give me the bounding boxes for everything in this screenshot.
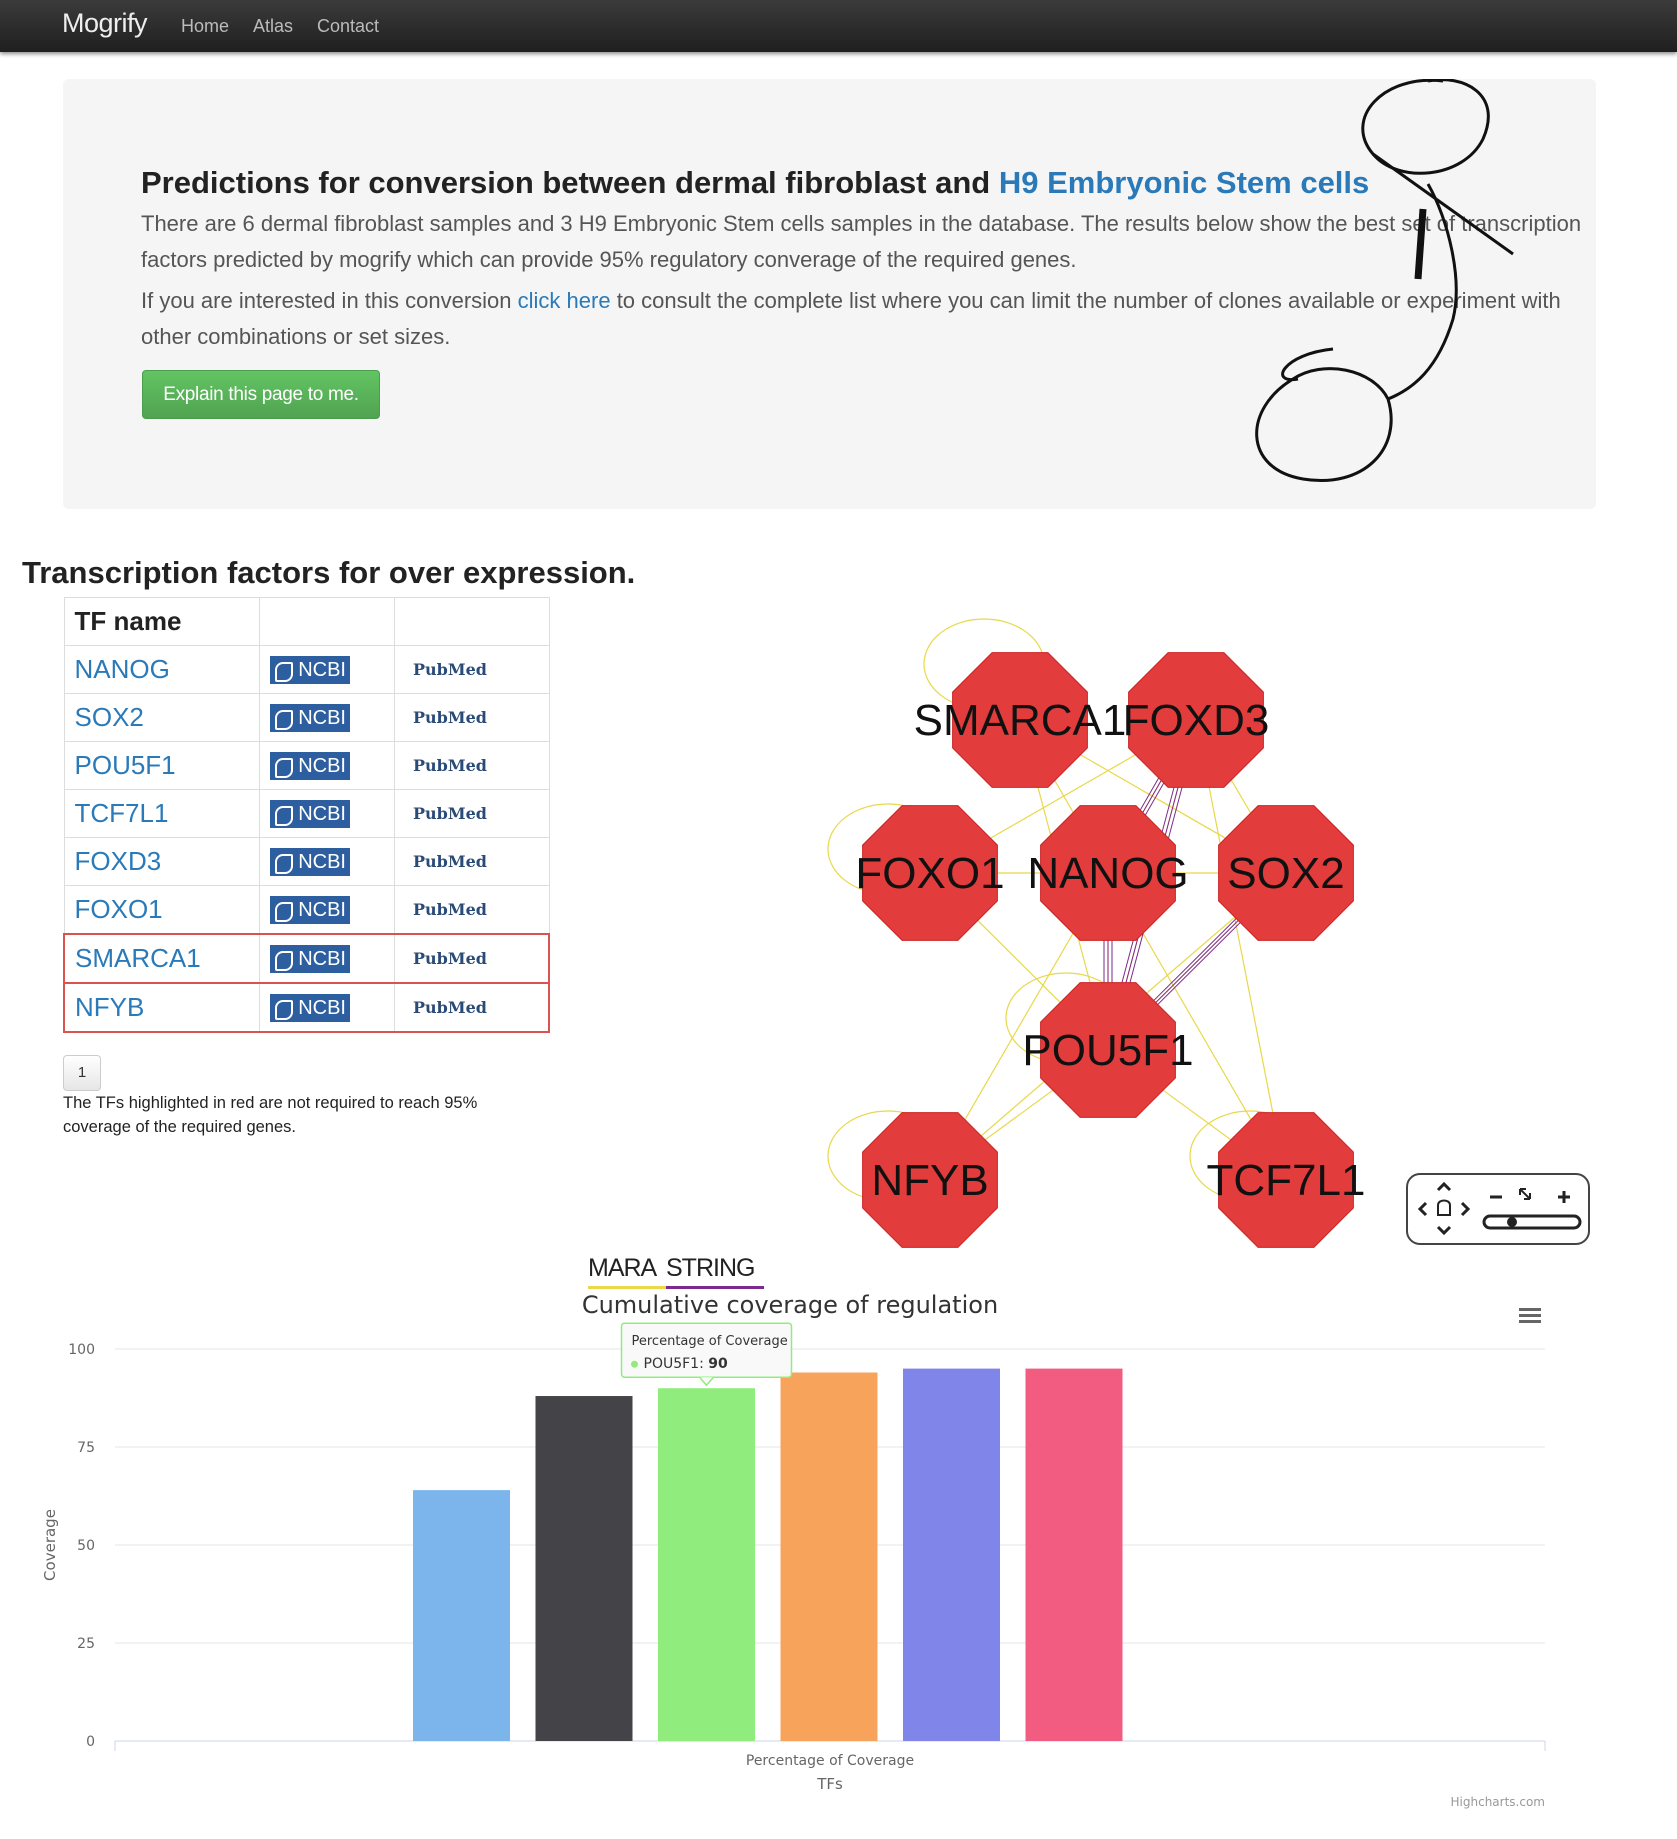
pubmed-link[interactable]: PubMed xyxy=(413,899,487,919)
tf-name-link[interactable]: POU5F1 xyxy=(64,742,260,790)
tf-name-link[interactable]: NFYB xyxy=(64,983,260,1032)
table-header-row xyxy=(64,598,549,646)
tf-table xyxy=(63,597,550,1033)
tf-name-link[interactable]: FOXO1 xyxy=(64,886,260,935)
explain-button[interactable]: Explain this page to me. xyxy=(142,370,380,419)
pubmed-cell xyxy=(395,694,550,742)
y-tick-label: 0 xyxy=(86,1734,95,1750)
ncbi-cell xyxy=(260,742,395,790)
pagination-page-1[interactable]: 1 xyxy=(63,1055,101,1091)
legend-mara-swatch xyxy=(588,1286,666,1289)
pubmed-cell xyxy=(395,983,550,1032)
bar-foxo1[interactable] xyxy=(1026,1369,1123,1741)
bar-pou5f1[interactable] xyxy=(658,1388,755,1741)
network-node-label: NFYB xyxy=(871,1156,989,1205)
tooltip-header: Percentage of Coverage xyxy=(631,1334,788,1350)
navbar xyxy=(0,0,1677,52)
ncbi-cell xyxy=(260,886,395,935)
chart-menu-icon[interactable] xyxy=(1519,1308,1541,1323)
x-category-label: Percentage of Coverage xyxy=(745,1753,915,1769)
y-tick-label: 100 xyxy=(68,1342,95,1358)
tf-name-link[interactable]: NANOG xyxy=(64,646,260,694)
tooltip-value: POU5F1: 90 xyxy=(643,1356,728,1373)
ncbi-link[interactable]: NCBI xyxy=(270,800,350,828)
table-row xyxy=(64,983,549,1032)
network-node-label: SMARCA1 xyxy=(913,696,1127,745)
ncbi-cell xyxy=(260,934,395,983)
table-row xyxy=(64,790,549,838)
pubmed-cell xyxy=(395,934,550,983)
highcharts-credits[interactable]: Highcharts.com xyxy=(1450,1795,1545,1809)
ncbi-link[interactable]: NCBI xyxy=(270,945,350,973)
pubmed-link[interactable]: PubMed xyxy=(413,803,487,823)
pubmed-cell xyxy=(395,790,550,838)
hero-description: There are 6 dermal fibroblast samples and 3 H9 Embryonic Stem cells samples in the database. The results below show the best set of transcription factors predicted by mogrify which can provide 95% regulatory converage of the required genes. xyxy=(141,211,1582,272)
network-node-label: POU5F1 xyxy=(1022,1026,1194,1075)
table-row xyxy=(64,934,549,983)
nav-contact[interactable]: Contact xyxy=(317,16,380,36)
column-header-pubmed xyxy=(395,598,550,646)
pubmed-link[interactable]: PubMed xyxy=(413,851,487,871)
network-node-label: FOXD3 xyxy=(1122,696,1270,745)
legend-string-swatch xyxy=(666,1286,764,1289)
bar-foxd3[interactable] xyxy=(903,1369,1000,1741)
ncbi-link[interactable]: NCBI xyxy=(270,994,350,1022)
ncbi-link[interactable]: NCBI xyxy=(270,704,350,732)
ncbi-cell xyxy=(260,694,395,742)
ncbi-link[interactable]: NCBI xyxy=(270,752,350,780)
y-tick-label: 50 xyxy=(77,1538,95,1554)
legend-mara: MARA xyxy=(588,1254,657,1282)
tf-name-link[interactable]: TCF7L1 xyxy=(64,790,260,838)
network-node-label: FOXO1 xyxy=(855,849,1005,898)
target-cell-link[interactable]: H9 Embryonic Stem cells xyxy=(998,165,1370,200)
table-row xyxy=(64,838,549,886)
y-tick-label: 25 xyxy=(77,1636,95,1652)
bar-tcf7l1[interactable] xyxy=(781,1373,878,1741)
pubmed-link[interactable]: PubMed xyxy=(413,755,487,775)
nav-home[interactable]: Home xyxy=(181,16,230,36)
nav-atlas[interactable]: Atlas xyxy=(253,16,294,36)
ncbi-cell xyxy=(260,838,395,886)
table-row xyxy=(64,742,549,790)
tf-name-link[interactable]: FOXD3 xyxy=(64,838,260,886)
pubmed-cell xyxy=(395,742,550,790)
tf-section-heading: Transcription factors for over expression. xyxy=(22,555,636,590)
tf-name-link[interactable]: SOX2 xyxy=(64,694,260,742)
column-header-ncbi xyxy=(260,598,395,646)
bar-sox2[interactable] xyxy=(536,1396,633,1741)
hero-jumbotron xyxy=(63,79,1596,509)
chart-tooltip xyxy=(622,1323,792,1385)
table-row xyxy=(64,646,549,694)
ncbi-link[interactable]: NCBI xyxy=(270,656,350,684)
x-axis-label: TFs xyxy=(817,1775,843,1793)
ncbi-link[interactable]: NCBI xyxy=(270,896,350,924)
ncbi-link[interactable]: NCBI xyxy=(270,848,350,876)
table-row xyxy=(64,886,549,935)
ncbi-cell xyxy=(260,646,395,694)
click-here-link[interactable]: click here xyxy=(517,288,611,313)
y-tick-label: 75 xyxy=(77,1440,95,1456)
tf-name-link[interactable]: SMARCA1 xyxy=(64,934,260,983)
column-header-tf-name: TF name xyxy=(64,598,260,646)
highlight-note: The TFs highlighted in red are not required to reach 95% coverage of the required genes. xyxy=(63,1094,478,1136)
graph-navigator[interactable] xyxy=(1406,1173,1590,1245)
network-node-label: NANOG xyxy=(1027,849,1189,898)
page-title xyxy=(141,165,1369,201)
chart-title: Cumulative coverage of regulation xyxy=(581,1291,999,1319)
navigator-controls-icon[interactable] xyxy=(1408,1175,1588,1243)
brand[interactable]: Mogrify xyxy=(62,8,148,38)
instructions-text: If you are interested in this conversion xyxy=(141,288,518,313)
y-axis-label: Coverage xyxy=(41,1509,59,1581)
ncbi-cell xyxy=(260,790,395,838)
pubmed-link[interactable]: PubMed xyxy=(413,997,487,1017)
table-row xyxy=(64,694,549,742)
coverage-chart xyxy=(0,1290,1677,1820)
pubmed-link[interactable]: PubMed xyxy=(413,948,487,968)
title-text: Predictions for conversion between dermal fibroblast and xyxy=(141,165,999,200)
network-node-label: SOX2 xyxy=(1227,849,1345,898)
bar-nanog[interactable] xyxy=(413,1490,510,1741)
pubmed-cell xyxy=(395,838,550,886)
pubmed-cell xyxy=(395,646,550,694)
ncbi-cell xyxy=(260,983,395,1032)
legend-string: STRING xyxy=(666,1254,755,1282)
doodle-decoration xyxy=(1223,79,1596,509)
pubmed-cell xyxy=(395,886,550,935)
network-node-label: TCF7L1 xyxy=(1206,1156,1366,1205)
instructions-text-end: to consult the complete list where you can limit the number of clones available or experiment with other combinations or set sizes. xyxy=(141,288,1561,349)
tf-network-graph[interactable] xyxy=(780,590,1420,1250)
pubmed-link[interactable]: PubMed xyxy=(413,707,487,727)
pubmed-link[interactable]: PubMed xyxy=(413,659,487,679)
